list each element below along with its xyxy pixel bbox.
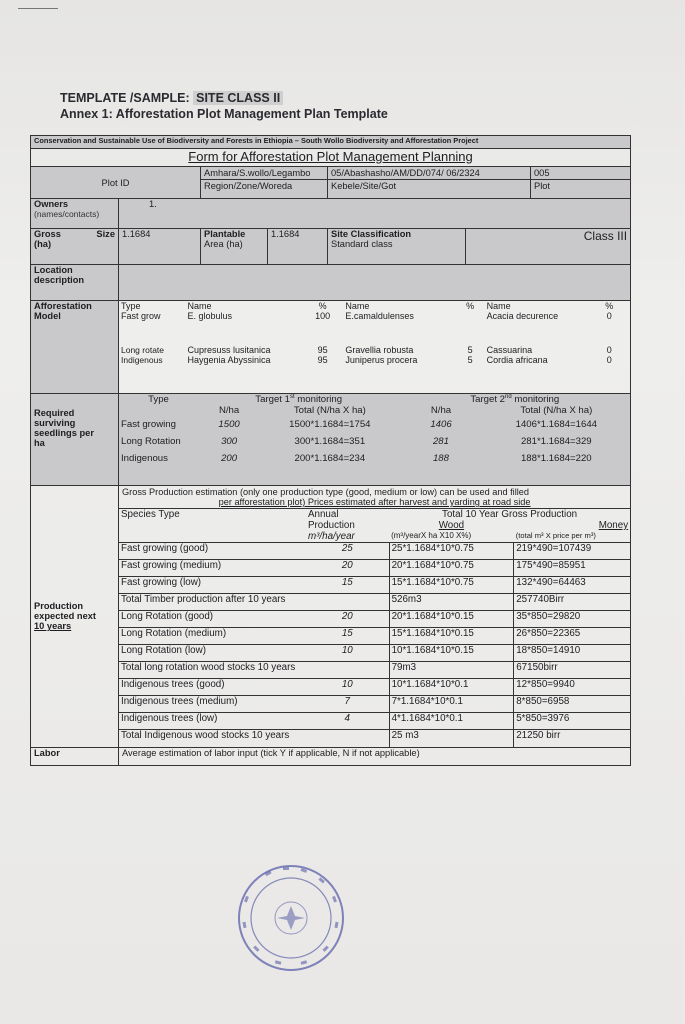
model-name-header-2: Name [345, 301, 370, 311]
production-note [119, 486, 630, 508]
description-label: description [34, 275, 85, 285]
model-species[interactable]: Acacia decurence [486, 311, 559, 321]
wood-volume[interactable]: 15*1.1684*10*0.75 [389, 577, 514, 594]
model-name-header-1: Name [187, 301, 212, 311]
gross-size-value[interactable]: 1.1684 [119, 229, 201, 265]
seedling-total-2[interactable]: 1406*1.1684=1644 [515, 419, 597, 431]
model-species[interactable]: Cassuarina [486, 345, 533, 355]
annual-header-3: m³/ha/year [307, 531, 355, 542]
annual-header-2: Production [307, 520, 355, 531]
money-header: Money [598, 520, 629, 531]
gross-size-label-cell [31, 229, 119, 265]
seedlings-type-header: Type [148, 394, 169, 405]
plot-id-label: Plot ID [31, 167, 201, 199]
production-note-2: per afforestation plot) Prices estimated after harvest and yarding at road side [218, 497, 531, 507]
seedlings-table [119, 394, 630, 470]
production-species: Indigenous trees (medium) [121, 696, 238, 707]
seedlings-label-2: surviving [34, 418, 76, 428]
production-row [119, 713, 630, 730]
project-banner: Conservation and Sustainable Use of Biodiversity and Forests in Ethiopia – South Wollo Biodiversity and Afforestation Project [31, 136, 631, 149]
model-percent[interactable]: 0 [606, 345, 612, 355]
plantable-label: Plantable [204, 229, 246, 239]
location-label: Location [34, 265, 73, 275]
gross-label: Gross [34, 229, 61, 239]
annual-header-1: Annual [307, 509, 339, 520]
annual-production[interactable]: 4 [344, 713, 350, 724]
model-name-header-3: Name [486, 301, 511, 311]
annual-production[interactable]: 10 [341, 645, 353, 656]
wood-volume[interactable]: 526m3 [389, 594, 514, 611]
seedlings-cell [119, 394, 631, 486]
production-label-3: 10 years [34, 621, 72, 632]
seedling-type: Long Rotation [121, 436, 181, 448]
production-note-1: Gross Production estimation (only one production type (good, medium or low) can be used and filled [122, 487, 530, 497]
species-type-header: Species Type [121, 509, 180, 520]
standard-class-label: Standard class [331, 239, 393, 249]
production-species: Total long rotation wood stocks 10 years [121, 662, 296, 673]
owners-value[interactable]: 1. [119, 199, 631, 229]
annual-production[interactable]: 25 [341, 543, 353, 554]
gross-unit-label: (ha) [34, 239, 52, 249]
production-species: Indigenous trees (good) [121, 679, 225, 690]
model-pct-header-1: % [318, 301, 327, 311]
model-percent[interactable]: 100 [315, 311, 331, 321]
production-species: Indigenous trees (low) [121, 713, 218, 724]
model-type: Fast grow [121, 311, 161, 321]
seedling-total-2[interactable]: 188*1.1684=220 [520, 453, 592, 465]
plantable-unit-label: Area (ha) [204, 239, 243, 249]
model-label-cell [31, 301, 119, 394]
size-label: Size [96, 229, 115, 239]
site-class-value[interactable]: Class III [466, 229, 631, 265]
seedlings-label-1: Required [34, 408, 75, 418]
money-value[interactable]: 26*850=22365 [514, 628, 630, 645]
money-value[interactable]: 257740Birr [514, 594, 630, 611]
money-value[interactable]: 35*850=29820 [514, 611, 630, 628]
wood-volume[interactable]: 10*1.1684*10*0.1 [389, 679, 514, 696]
wood-volume[interactable]: 4*1.1684*10*0.1 [389, 713, 514, 730]
seedling-target-2[interactable]: 1406 [430, 419, 452, 431]
owners-sublabel: (names/contacts) [34, 209, 100, 219]
wood-volume[interactable]: 25 m3 [389, 730, 514, 747]
production-species: Total Timber production after 10 years [121, 594, 286, 605]
wood-volume[interactable]: 10*1.1684*10*0.15 [389, 645, 514, 662]
site-classification-label: Site Classification [331, 229, 412, 239]
total-header-2: Total (N/ha X ha) [520, 405, 593, 417]
total-production-header: Total 10 Year Gross Production [442, 509, 578, 520]
money-value[interactable]: 18*850=14910 [514, 645, 630, 662]
money-value[interactable]: 175*490=85951 [514, 560, 630, 577]
money-value[interactable]: 219*490=107439 [514, 543, 630, 560]
region-cell [201, 167, 328, 199]
owners-label-cell [31, 199, 119, 229]
production-table [119, 508, 630, 747]
monitoring-2-header: Target 2nd monitoring [470, 394, 560, 406]
seedling-total-2[interactable]: 281*1.1684=329 [520, 436, 592, 448]
form-title: Form for Afforestation Plot Management Planning [31, 149, 631, 167]
production-total-row [119, 594, 630, 611]
model-species[interactable]: Gravellia robusta [345, 345, 414, 355]
production-rows [119, 543, 630, 747]
wood-volume[interactable]: 20*1.1684*10*0.75 [389, 560, 514, 577]
model-percent[interactable] [456, 311, 485, 345]
seedlings-label-4: ha [34, 438, 45, 448]
production-row [119, 645, 630, 662]
site-classification-label-cell [328, 229, 466, 265]
production-species: Long Rotation (good) [121, 611, 214, 622]
money-value[interactable]: 132*490=64463 [514, 577, 630, 594]
model-label: Model [34, 311, 61, 321]
monitoring-1-header: Target 1st monitoring [255, 394, 343, 406]
region-value[interactable]: Amhara/S.wollo/Legambo [201, 167, 327, 180]
afforestation-label: Afforestation [34, 301, 92, 311]
model-species[interactable]: Haygenia Abyssinica [187, 355, 271, 365]
wood-volume[interactable]: 20*1.1684*10*0.15 [389, 611, 514, 628]
money-value[interactable]: 12*850=9940 [514, 679, 630, 696]
model-pct-header-2: % [466, 301, 475, 311]
annual-production[interactable]: 7 [344, 696, 350, 707]
gross-size-label [34, 229, 115, 239]
seedling-total-1[interactable]: 300*1.1684=351 [294, 436, 366, 448]
model-species[interactable]: E. globulus [187, 311, 232, 321]
plantable-label-cell [201, 229, 268, 265]
production-row [119, 577, 630, 594]
production-species: Long Rotation (medium) [121, 628, 227, 639]
margin-mark [18, 8, 58, 9]
production-species: Long Rotation (low) [121, 645, 206, 656]
seedling-total-1[interactable]: 1500*1.1684=1754 [289, 419, 371, 431]
seedling-total-1[interactable]: 200*1.1684=234 [294, 453, 366, 465]
model-species[interactable]: Cupresuss lusitanica [187, 345, 271, 355]
model-species[interactable]: Juniperus procera [345, 355, 418, 365]
site-class-heading: SITE CLASS II [193, 91, 283, 105]
official-seal-stamp [235, 862, 347, 974]
wood-volume[interactable]: 7*1.1684*10*0.1 [389, 696, 514, 713]
model-type: Indigenous [121, 355, 163, 365]
production-label-cell [31, 486, 119, 748]
money-value[interactable]: 5*850=3976 [514, 713, 630, 730]
wood-subheader: (m³/yearX ha X10 X%) [391, 531, 472, 540]
wood-header: Wood [438, 520, 465, 531]
plot-number-cell [531, 167, 631, 199]
kebele-cell [328, 167, 531, 199]
model-pct-header-3: % [605, 301, 614, 311]
model-type-header: Type [121, 301, 141, 311]
production-label-2: expected next [34, 611, 97, 622]
model-percent[interactable]: 95 [317, 355, 328, 365]
nha-header-1: N/ha [218, 405, 240, 417]
total-header-1: Total (N/ha X ha) [293, 405, 366, 417]
management-plan-form [30, 135, 631, 766]
seedling-target-1[interactable]: 300 [221, 436, 238, 448]
nha-header-2: N/ha [430, 405, 452, 417]
production-row [119, 696, 630, 713]
seedling-type: Fast growing [121, 419, 176, 431]
plot-number-value[interactable]: 005 [531, 167, 630, 180]
model-type: Long rotate [121, 345, 165, 355]
owners-label: Owners [34, 199, 69, 209]
annex-title: Annex 1: Afforestation Plot Management Plan Template [60, 107, 388, 121]
model-percent[interactable]: 0 [606, 311, 612, 321]
kebele-value[interactable]: 05/Abashasho/AM/DD/074/ 06/2324 [328, 167, 530, 180]
production-species: Fast growing (medium) [121, 560, 222, 571]
production-cell [119, 486, 631, 748]
wood-volume[interactable]: 15*1.1684*10*0.15 [389, 628, 514, 645]
money-subheader: (total m³ X price per m³) [515, 531, 596, 540]
production-row [119, 611, 630, 628]
annual-production[interactable]: 15 [341, 577, 353, 588]
labor-text: Average estimation of labor input (tick Y if applicable, N if not applicable) [119, 747, 631, 765]
model-percent[interactable]: 5 [467, 355, 473, 365]
seedlings-label-cell [31, 394, 119, 486]
annual-production[interactable]: 20 [341, 611, 353, 622]
annual-production[interactable]: 10 [341, 679, 353, 690]
template-heading [60, 91, 283, 105]
plantable-value[interactable]: 1.1684 [268, 229, 328, 265]
production-species: Fast growing (low) [121, 577, 202, 588]
wood-volume[interactable]: 25*1.1684*10*0.75 [389, 543, 514, 560]
seedling-target-1[interactable]: 200 [221, 453, 238, 465]
production-species: Fast growing (good) [121, 543, 209, 554]
location-value[interactable] [119, 265, 631, 301]
labor-label: Labor [31, 747, 119, 765]
seedling-target-1[interactable]: 1500 [218, 419, 240, 431]
production-row [119, 679, 630, 696]
model-cell [119, 301, 631, 394]
kebele-label: Kebele/Site/Got [331, 181, 397, 191]
region-label: Region/Zone/Woreda [204, 181, 293, 191]
production-row [119, 628, 630, 645]
money-value[interactable]: 67150birr [514, 662, 630, 679]
template-prefix: TEMPLATE /SAMPLE: [60, 91, 190, 105]
money-value[interactable]: 8*850=6958 [514, 696, 630, 713]
model-species[interactable]: E.camaldulenses [345, 311, 414, 321]
model-percent[interactable]: 5 [467, 345, 473, 355]
wood-volume[interactable]: 79m3 [389, 662, 514, 679]
model-percent[interactable]: 95 [317, 345, 328, 355]
seedling-target-2[interactable]: 188 [432, 453, 449, 465]
production-total-row [119, 730, 630, 747]
plot-number-label: Plot [534, 181, 551, 191]
production-species: Total Indigenous wood stocks 10 years [121, 730, 290, 741]
model-species[interactable]: Cordia africana [486, 355, 548, 365]
annual-production[interactable]: 20 [341, 560, 353, 571]
annual-production[interactable]: 15 [341, 628, 353, 639]
seedlings-label-3: seedlings per [34, 428, 94, 438]
production-total-row [119, 662, 630, 679]
production-row [119, 560, 630, 577]
model-table [119, 301, 630, 365]
seedling-target-2[interactable]: 281 [432, 436, 449, 448]
production-row [119, 543, 630, 560]
production-label-1: Production [34, 601, 84, 612]
money-value[interactable]: 21250 birr [514, 730, 630, 747]
seedling-type: Indigenous [121, 453, 168, 465]
model-percent[interactable]: 0 [606, 355, 612, 365]
location-label-cell [31, 265, 119, 301]
